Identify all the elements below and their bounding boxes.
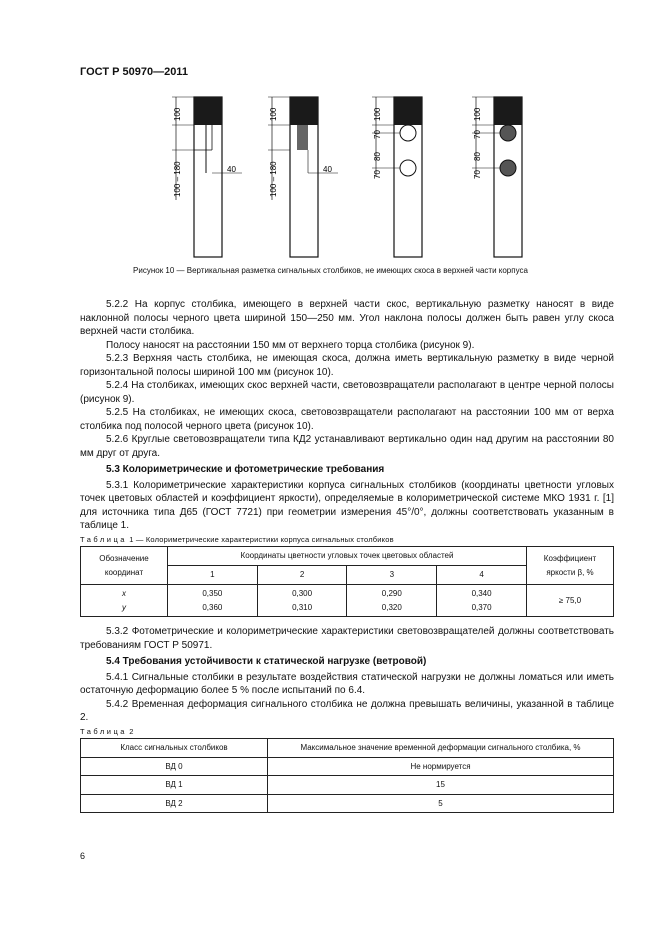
- post-1: [172, 97, 242, 257]
- paragraph: 5.4.1 Сигнальные столбики в результате воздействия статической нагрузки не должны ломаться или иметь остаточную деформацию более 5 % после испытаний по 6.4.: [80, 671, 614, 696]
- black-band: [290, 97, 318, 125]
- paragraph: 5.3.1 Колориметрические характеристики корпуса сигнальных столбиков (координаты цветности угловых точек цветовых областей и коэффициент яркости), определяемые в колориметрической системе МКО 1931 г. [1] для источника типа Д65 (ГОСТ 7721) при геометрии измерения 45°/0°, должны соответствовать указанным в таблице 1.: [80, 479, 614, 531]
- table-cell: 15: [268, 776, 614, 795]
- table-cell: 0,340 0,370: [437, 585, 527, 617]
- reflector-circle: [500, 125, 516, 141]
- post-marking-diagram: [160, 93, 560, 263]
- table-1: [80, 546, 614, 617]
- reflector-circle: [500, 160, 516, 176]
- paragraph: Полосу наносят на расстоянии 150 мм от верхнего торца столбика (рисунок 9).: [106, 339, 475, 351]
- table-cell: 5: [268, 794, 614, 813]
- table-caption-word: Таблица: [80, 726, 127, 736]
- paragraph: 5.2.3 Верхняя часть столбика, не имеющая скоса, должна иметь вертикальную разметку в виде черной горизонтальной полосы шириной 100 мм (рисунок 10).: [80, 353, 614, 378]
- table-caption-text: 1 — Колориметрические характеристики корпуса сигнальных столбиков: [129, 534, 394, 544]
- dim-label: 80: [473, 152, 482, 161]
- table-cell: x y: [81, 585, 168, 617]
- figure-caption: Рисунок 10 — Вертикальная разметка сигнальных столбиков, не имеющих скоса в верхней части корпуса: [133, 266, 528, 275]
- table-header-cell: Обозначение координат: [81, 547, 168, 585]
- black-band: [394, 97, 422, 125]
- table-row: [81, 585, 614, 617]
- dim-label: 100 – 180: [269, 161, 278, 197]
- table-header-cell: 1: [168, 566, 258, 585]
- reflector-circle: [400, 160, 416, 176]
- post-4: [472, 97, 522, 257]
- table-cell: 0,290 0,320: [347, 585, 437, 617]
- table-2: [80, 738, 614, 813]
- reflector-strip: [297, 125, 308, 150]
- paragraph: 5.2.6 Круглые световозвращатели типа КД2 устанавливают вертикально один над другим на расстоянии 80 мм друг от друга.: [80, 434, 614, 459]
- paragraph: 5.3.2 Фотометрические и колориметрические характеристики световозвращателей должны соответствовать требованиям ГОСТ Р 50971.: [80, 626, 614, 651]
- paragraph: 5.2.4 На столбиках, имеющих скос верхней части, световозвращатели располагают в центре черной полосы (рисунок 9).: [80, 380, 614, 405]
- dim-label: 100: [473, 107, 482, 121]
- table-cell: ВД 0: [81, 757, 268, 776]
- table-1-caption: [80, 533, 614, 547]
- dim-label: 100: [173, 107, 182, 121]
- dim-label: 100 – 180: [173, 161, 182, 197]
- table-row: [81, 757, 614, 776]
- table-header-cell: Максимальное значение временной деформации сигнального столбика, %: [268, 739, 614, 758]
- dim-label: 70: [373, 130, 382, 139]
- table-caption-word: Таблица: [80, 534, 127, 544]
- dim-label: 100: [373, 107, 382, 121]
- table-header-cell: Класс сигнальных столбиков: [81, 739, 268, 758]
- paragraph: 5.4.2 Временная деформация сигнального столбика не должна превышать величины, указанной в таблице 2.: [80, 698, 614, 723]
- table-cell: 0,300 0,310: [257, 585, 347, 617]
- table-cell: ≥ 75,0: [527, 585, 614, 617]
- post-2: [268, 97, 338, 257]
- table-header-cell: 4: [437, 566, 527, 585]
- dim-label: 70: [473, 130, 482, 139]
- document-header: ГОСТ Р 50970—2011: [80, 66, 188, 78]
- table-header-cell: Координаты цветности угловых точек цветовых областей: [168, 547, 527, 566]
- paragraph: 5.2.2 На корпус столбика, имеющего в верхней части скос, вертикальную разметку наносят в виде наклонной полосы черного цвета шириной 150—250 мм. Угол наклона полосы должен быть равен углу скоса верхней части столбика.: [80, 299, 614, 337]
- reflector-circle: [400, 125, 416, 141]
- dim-label: 80: [373, 152, 382, 161]
- body-text: [80, 298, 614, 813]
- table-header-cell: 3: [347, 566, 437, 585]
- dim-label: 40: [227, 165, 236, 174]
- table-cell: ВД 2: [81, 794, 268, 813]
- section-heading: 5.4 Требования устойчивости к статической нагрузке (ветровой): [106, 656, 427, 667]
- table-caption-text: 2: [129, 726, 134, 736]
- dim-label: 70: [373, 170, 382, 179]
- table-cell: Не нормируется: [268, 757, 614, 776]
- black-band: [194, 97, 222, 125]
- dim-label: 40: [323, 165, 332, 174]
- table-cell: 0,350 0,360: [168, 585, 258, 617]
- table-2-caption: [80, 725, 614, 739]
- paragraph: 5.2.5 На столбиках, не имеющих скоса, световозвращатели располагают на расстоянии 100 мм от верха столбика под полосой черного цвета (рисунок 10).: [80, 407, 614, 432]
- page-number: 6: [80, 851, 86, 861]
- section-heading: 5.3 Колориметрические и фотометрические требования: [106, 464, 385, 475]
- table-header-cell: 2: [257, 566, 347, 585]
- black-band: [494, 97, 522, 125]
- table-header-cell: Коэффициент яркости β, %: [527, 547, 614, 585]
- post-3: [372, 97, 422, 257]
- table-cell: ВД 1: [81, 776, 268, 795]
- table-row: [81, 794, 614, 813]
- dim-label: 70: [473, 170, 482, 179]
- table-row: [81, 776, 614, 795]
- figure-10: [160, 93, 560, 263]
- dim-label: 100: [269, 107, 278, 121]
